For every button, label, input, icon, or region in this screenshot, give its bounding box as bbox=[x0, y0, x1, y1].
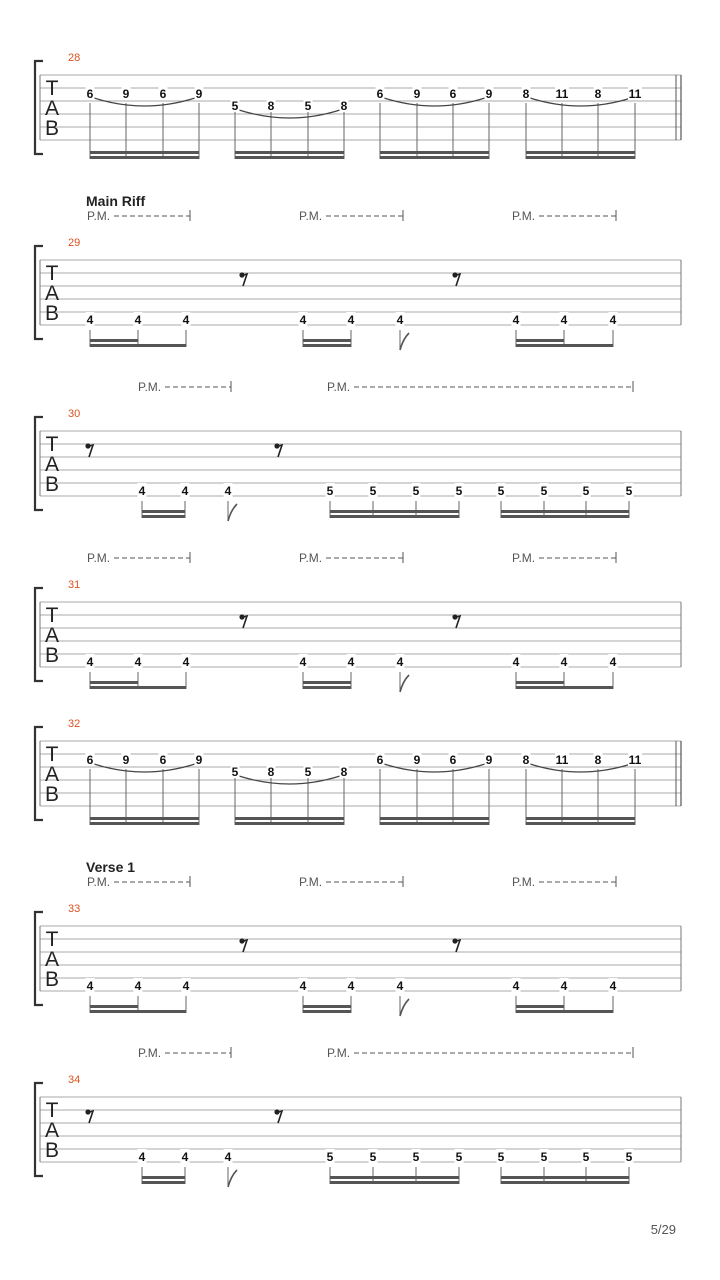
fret-number: 11 bbox=[555, 753, 569, 767]
fret-number: 5 bbox=[369, 1150, 377, 1164]
beam bbox=[501, 1181, 629, 1184]
beam bbox=[501, 515, 629, 518]
palm-mute-label: P.M. bbox=[87, 551, 111, 565]
fret-number: 5 bbox=[412, 1150, 420, 1164]
beam bbox=[90, 344, 186, 347]
fret-number: 5 bbox=[540, 484, 548, 498]
note-flag bbox=[400, 333, 409, 350]
fret-number: 6 bbox=[449, 753, 457, 767]
beam bbox=[90, 151, 199, 154]
fret-number: 4 bbox=[299, 313, 307, 327]
palm-mute-label: P.M. bbox=[138, 1046, 162, 1060]
fret-number: 4 bbox=[299, 979, 307, 993]
tab-letter-t: T bbox=[45, 604, 59, 627]
tab-letter-t: T bbox=[45, 77, 59, 100]
tab-letter-b: B bbox=[44, 968, 60, 991]
eighth-rest-stem bbox=[86, 445, 93, 457]
palm-mute-label: P.M. bbox=[327, 1046, 351, 1060]
fret-number: 4 bbox=[86, 655, 94, 669]
fret-number: 4 bbox=[182, 979, 190, 993]
section-label: Verse 1 bbox=[86, 859, 136, 875]
fret-number: 5 bbox=[369, 484, 377, 498]
eighth-rest-stem bbox=[86, 1111, 93, 1123]
tab-letter-t: T bbox=[45, 433, 59, 456]
measure-number: 28 bbox=[68, 52, 81, 64]
eighth-rest-stem bbox=[275, 1111, 282, 1123]
beam bbox=[303, 344, 351, 347]
fret-number: 4 bbox=[396, 313, 404, 327]
beam bbox=[303, 1005, 351, 1008]
beam bbox=[90, 817, 199, 820]
fret-number: 6 bbox=[449, 87, 457, 101]
palm-mute-label: P.M. bbox=[299, 551, 323, 565]
fret-number: 8 bbox=[340, 765, 348, 779]
slur bbox=[530, 98, 631, 106]
beam bbox=[303, 681, 351, 684]
fret-number: 4 bbox=[138, 484, 146, 498]
palm-mute-label: P.M. bbox=[327, 380, 351, 394]
fret-number: 4 bbox=[299, 655, 307, 669]
fret-number: 5 bbox=[455, 484, 463, 498]
palm-mute-label: P.M. bbox=[87, 209, 111, 223]
beam bbox=[516, 686, 613, 689]
fret-number: 4 bbox=[512, 655, 520, 669]
fret-number: 5 bbox=[304, 765, 312, 779]
fret-number: 5 bbox=[231, 765, 239, 779]
fret-number: 4 bbox=[134, 979, 142, 993]
fret-number: 8 bbox=[594, 87, 602, 101]
fret-number: 6 bbox=[376, 87, 384, 101]
beam bbox=[142, 515, 185, 518]
fret-number: 4 bbox=[609, 655, 617, 669]
slur bbox=[384, 98, 485, 106]
tab-system-34 bbox=[35, 1046, 681, 1187]
slur bbox=[384, 764, 485, 772]
fret-number: 5 bbox=[326, 484, 334, 498]
tab-letter-a: A bbox=[44, 948, 60, 971]
tab-system-33 bbox=[35, 859, 681, 1016]
beam bbox=[526, 817, 635, 820]
tab-letter-a: A bbox=[44, 624, 60, 647]
beam bbox=[330, 515, 459, 518]
tab-letter-a: A bbox=[44, 763, 60, 786]
tab-letter-b: B bbox=[44, 302, 60, 325]
beam bbox=[501, 510, 629, 513]
fret-number: 8 bbox=[267, 765, 275, 779]
fret-number: 9 bbox=[485, 87, 493, 101]
beam bbox=[142, 1176, 185, 1179]
fret-number: 4 bbox=[181, 484, 189, 498]
fret-number: 5 bbox=[625, 1150, 633, 1164]
fret-number: 5 bbox=[497, 1150, 505, 1164]
fret-number: 4 bbox=[512, 979, 520, 993]
slur bbox=[94, 98, 195, 106]
fret-number: 6 bbox=[159, 753, 167, 767]
fret-number: 4 bbox=[86, 313, 94, 327]
fret-number: 4 bbox=[134, 655, 142, 669]
fret-number: 4 bbox=[560, 979, 568, 993]
fret-number: 9 bbox=[122, 753, 130, 767]
beam bbox=[501, 1176, 629, 1179]
beam bbox=[380, 156, 489, 159]
beam bbox=[380, 817, 489, 820]
fret-number: 4 bbox=[138, 1150, 146, 1164]
palm-mute-label: P.M. bbox=[512, 875, 536, 889]
fret-number: 8 bbox=[340, 99, 348, 113]
fret-number: 8 bbox=[267, 99, 275, 113]
fret-number: 5 bbox=[540, 1150, 548, 1164]
tab-letter-b: B bbox=[44, 1139, 60, 1162]
beam bbox=[330, 1181, 459, 1184]
fret-number: 4 bbox=[560, 313, 568, 327]
fret-number: 5 bbox=[582, 484, 590, 498]
measure-number: 34 bbox=[68, 1074, 81, 1086]
measure-number: 33 bbox=[68, 903, 81, 915]
note-flag bbox=[228, 504, 237, 521]
note-flag bbox=[400, 999, 409, 1016]
beam bbox=[90, 686, 186, 689]
beam bbox=[303, 339, 351, 342]
beam bbox=[90, 156, 199, 159]
fret-number: 6 bbox=[86, 87, 94, 101]
beam bbox=[516, 344, 613, 347]
note-flag bbox=[228, 1170, 237, 1187]
fret-number: 9 bbox=[485, 753, 493, 767]
beam bbox=[516, 1005, 564, 1008]
tab-letter-a: A bbox=[44, 453, 60, 476]
measure-number: 29 bbox=[68, 237, 81, 249]
tab-letter-a: A bbox=[44, 97, 60, 120]
measure-number: 30 bbox=[68, 408, 81, 420]
eighth-rest-stem bbox=[240, 940, 247, 952]
beam bbox=[142, 510, 185, 513]
tab-letter-b: B bbox=[44, 644, 60, 667]
tab-letter-b: B bbox=[44, 473, 60, 496]
palm-mute-label: P.M. bbox=[299, 875, 323, 889]
tab-letter-b: B bbox=[44, 117, 60, 140]
tab-letter-a: A bbox=[44, 1119, 60, 1142]
beam bbox=[90, 681, 138, 684]
fret-number: 4 bbox=[609, 313, 617, 327]
fret-number: 5 bbox=[582, 1150, 590, 1164]
page-number: 5/29 bbox=[650, 1222, 676, 1237]
beam bbox=[142, 1181, 185, 1184]
palm-mute-label: P.M. bbox=[299, 209, 323, 223]
beam bbox=[90, 1010, 186, 1013]
fret-number: 5 bbox=[497, 484, 505, 498]
tab-system-29 bbox=[35, 193, 681, 350]
eighth-rest-stem bbox=[453, 274, 460, 286]
beam bbox=[303, 1010, 351, 1013]
beam bbox=[526, 151, 635, 154]
tab-letter-t: T bbox=[45, 928, 59, 951]
beam bbox=[235, 817, 344, 820]
fret-number: 11 bbox=[628, 753, 642, 767]
palm-mute-label: P.M. bbox=[512, 209, 536, 223]
measure-number: 31 bbox=[68, 579, 81, 591]
fret-number: 5 bbox=[304, 99, 312, 113]
fret-number: 6 bbox=[86, 753, 94, 767]
fret-number: 6 bbox=[376, 753, 384, 767]
eighth-rest-stem bbox=[453, 940, 460, 952]
fret-number: 9 bbox=[413, 87, 421, 101]
fret-number: 8 bbox=[522, 87, 530, 101]
fret-number: 4 bbox=[134, 313, 142, 327]
fret-number: 5 bbox=[326, 1150, 334, 1164]
beam bbox=[235, 151, 344, 154]
beam bbox=[526, 156, 635, 159]
eighth-rest-stem bbox=[275, 445, 282, 457]
fret-number: 4 bbox=[512, 313, 520, 327]
beam bbox=[235, 822, 344, 825]
fret-number: 8 bbox=[594, 753, 602, 767]
fret-number: 5 bbox=[231, 99, 239, 113]
tab-system-30 bbox=[35, 380, 681, 521]
beam bbox=[235, 156, 344, 159]
eighth-rest-stem bbox=[240, 274, 247, 286]
tab-letter-t: T bbox=[45, 743, 59, 766]
fret-number: 11 bbox=[628, 87, 642, 101]
fret-number: 11 bbox=[555, 87, 569, 101]
beam bbox=[330, 1176, 459, 1179]
eighth-rest-stem bbox=[453, 616, 460, 628]
fret-number: 4 bbox=[182, 655, 190, 669]
fret-number: 4 bbox=[224, 1150, 232, 1164]
palm-mute-label: P.M. bbox=[512, 551, 536, 565]
fret-number: 4 bbox=[181, 1150, 189, 1164]
fret-number: 4 bbox=[347, 313, 355, 327]
eighth-rest-stem bbox=[240, 616, 247, 628]
fret-number: 4 bbox=[224, 484, 232, 498]
palm-mute-label: P.M. bbox=[138, 380, 162, 394]
fret-number: 9 bbox=[122, 87, 130, 101]
beam bbox=[516, 681, 564, 684]
tab-system-28 bbox=[35, 52, 681, 159]
tab-system-32 bbox=[35, 718, 681, 825]
slur bbox=[530, 764, 631, 772]
beam bbox=[516, 1010, 613, 1013]
beam bbox=[526, 822, 635, 825]
beam bbox=[303, 686, 351, 689]
beam bbox=[516, 339, 564, 342]
fret-number: 4 bbox=[396, 979, 404, 993]
beam bbox=[380, 151, 489, 154]
tab-letter-b: B bbox=[44, 783, 60, 806]
tab-letter-t: T bbox=[45, 1099, 59, 1122]
beam bbox=[90, 822, 199, 825]
tab-letter-t: T bbox=[45, 262, 59, 285]
tab-system-31 bbox=[35, 551, 681, 692]
fret-number: 4 bbox=[560, 655, 568, 669]
palm-mute-label: P.M. bbox=[87, 875, 111, 889]
note-flag bbox=[400, 675, 409, 692]
fret-number: 4 bbox=[182, 313, 190, 327]
fret-number: 4 bbox=[396, 655, 404, 669]
measure-number: 32 bbox=[68, 718, 81, 730]
fret-number: 9 bbox=[195, 87, 203, 101]
fret-number: 5 bbox=[625, 484, 633, 498]
fret-number: 4 bbox=[347, 979, 355, 993]
fret-number: 9 bbox=[195, 753, 203, 767]
fret-number: 4 bbox=[609, 979, 617, 993]
slur bbox=[94, 764, 195, 772]
fret-number: 8 bbox=[522, 753, 530, 767]
beam bbox=[90, 339, 138, 342]
beam bbox=[330, 510, 459, 513]
fret-number: 4 bbox=[86, 979, 94, 993]
fret-number: 5 bbox=[412, 484, 420, 498]
section-label: Main Riff bbox=[86, 193, 146, 209]
fret-number: 5 bbox=[455, 1150, 463, 1164]
fret-number: 9 bbox=[413, 753, 421, 767]
tab-letter-a: A bbox=[44, 282, 60, 305]
fret-number: 4 bbox=[347, 655, 355, 669]
beam bbox=[380, 822, 489, 825]
fret-number: 6 bbox=[159, 87, 167, 101]
beam bbox=[90, 1005, 138, 1008]
